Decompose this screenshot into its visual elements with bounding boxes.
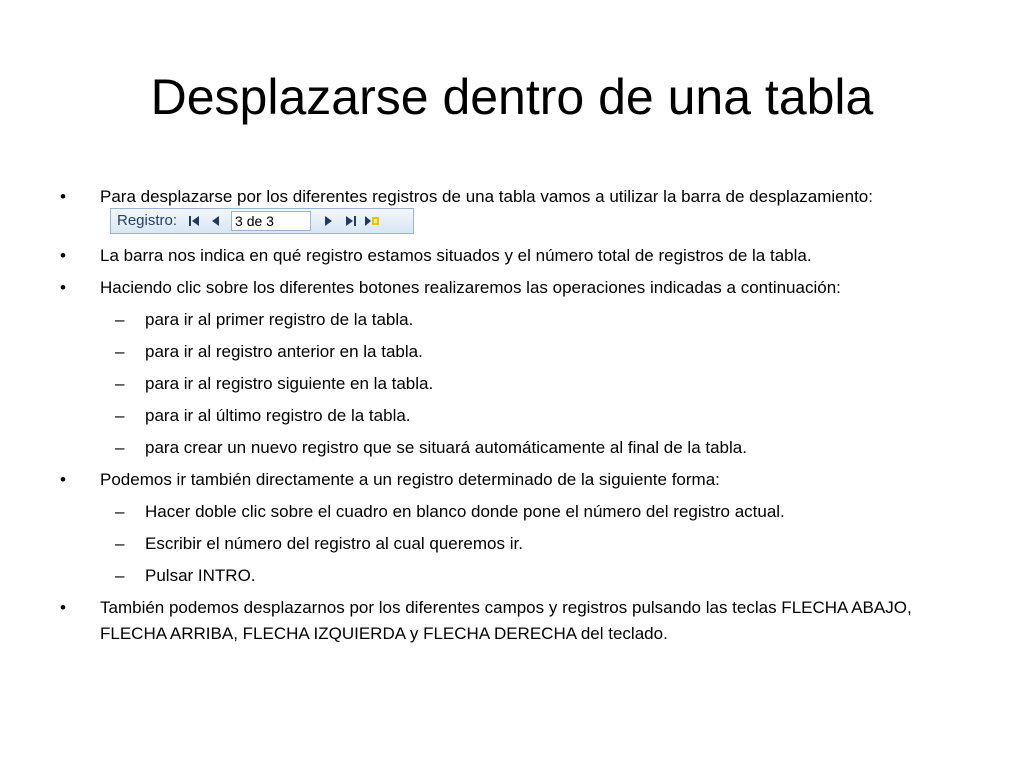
- bullet-text: La barra nos indica en qué registro estamos situados y el número total de registros de la tabla.: [100, 245, 812, 265]
- sub-bullet-marker: –: [115, 533, 125, 553]
- sub-bullet-text: para crear un nuevo registro que se situará automáticamente al final de la tabla.: [145, 437, 747, 457]
- bullet-item: [60, 243, 960, 269]
- record-navigation-bar: [110, 208, 414, 234]
- bullet-text: Podemos ir también directamente a un registro determinado de la siguiente forma:: [100, 469, 720, 489]
- slide-title: Desplazarse dentro de una tabla: [150, 69, 874, 125]
- sub-bullet-text: Pulsar INTRO.: [145, 565, 256, 585]
- bullet-item: [60, 595, 960, 647]
- next-record-icon[interactable]: [317, 210, 339, 232]
- sub-bullet-item: [60, 435, 960, 461]
- sub-bullet-text: para ir al primer registro de la tabla.: [145, 309, 414, 329]
- sub-bullet-item: [60, 339, 960, 365]
- sub-bullet-item: [60, 563, 960, 589]
- sub-bullet-text: para ir al último registro de la tabla.: [145, 405, 411, 425]
- record-label: Registro:: [117, 211, 178, 229]
- sub-bullet-text: para ir al registro anterior en la tabla.: [145, 341, 423, 361]
- bullet-item: [60, 275, 960, 301]
- bullet-marker: •: [60, 277, 66, 297]
- bullet-item: [60, 467, 960, 493]
- bullet-marker: •: [60, 187, 66, 206]
- previous-record-icon[interactable]: [205, 210, 227, 232]
- bullet-marker: •: [60, 245, 66, 265]
- sub-bullet-item: [60, 499, 960, 525]
- last-record-icon[interactable]: [339, 210, 361, 232]
- bullet-text: También podemos desplazarnos por los diferentes campos y registros pulsando las teclas FLECHA ABAJO, FLECHA ARRIBA, FLECHA IZQUIERDA y FLECHA DERECHA del teclado.: [100, 597, 912, 643]
- bullet-text: Para desplazarse por los diferentes registros de una tabla vamos a utilizar la barra de desplazamiento:: [100, 187, 873, 206]
- sub-bullet-item: [60, 307, 960, 333]
- first-record-icon[interactable]: [183, 210, 205, 232]
- sub-bullet-text: para ir al registro siguiente en la tabla.: [145, 373, 434, 393]
- bullet-marker: •: [60, 597, 66, 617]
- sub-bullet-text: Hacer doble clic sobre el cuadro en blanco donde pone el número del registro actual.: [145, 501, 785, 521]
- sub-bullet-text: Escribir el número del registro al cual queremos ir.: [145, 533, 523, 553]
- sub-bullet-item: [60, 531, 960, 557]
- sub-bullet-marker: –: [115, 309, 125, 329]
- bullet-text: Haciendo clic sobre los diferentes botones realizaremos las operaciones indicadas a continuación:: [100, 277, 841, 297]
- sub-bullet-item: [60, 403, 960, 429]
- sub-bullet-marker: –: [115, 405, 125, 425]
- new-record-icon[interactable]: [361, 210, 383, 232]
- current-record-field[interactable]: 3 de 3: [231, 211, 311, 231]
- bullet-list: [60, 184, 960, 653]
- sub-bullet-marker: –: [115, 501, 125, 521]
- bullet-item: [60, 184, 960, 237]
- sub-bullet-item: [60, 371, 960, 397]
- sub-bullet-marker: –: [115, 437, 125, 457]
- bullet-marker: •: [60, 469, 66, 489]
- sub-bullet-marker: –: [115, 373, 125, 393]
- sub-bullet-marker: –: [115, 341, 125, 361]
- sub-bullet-marker: –: [115, 565, 125, 585]
